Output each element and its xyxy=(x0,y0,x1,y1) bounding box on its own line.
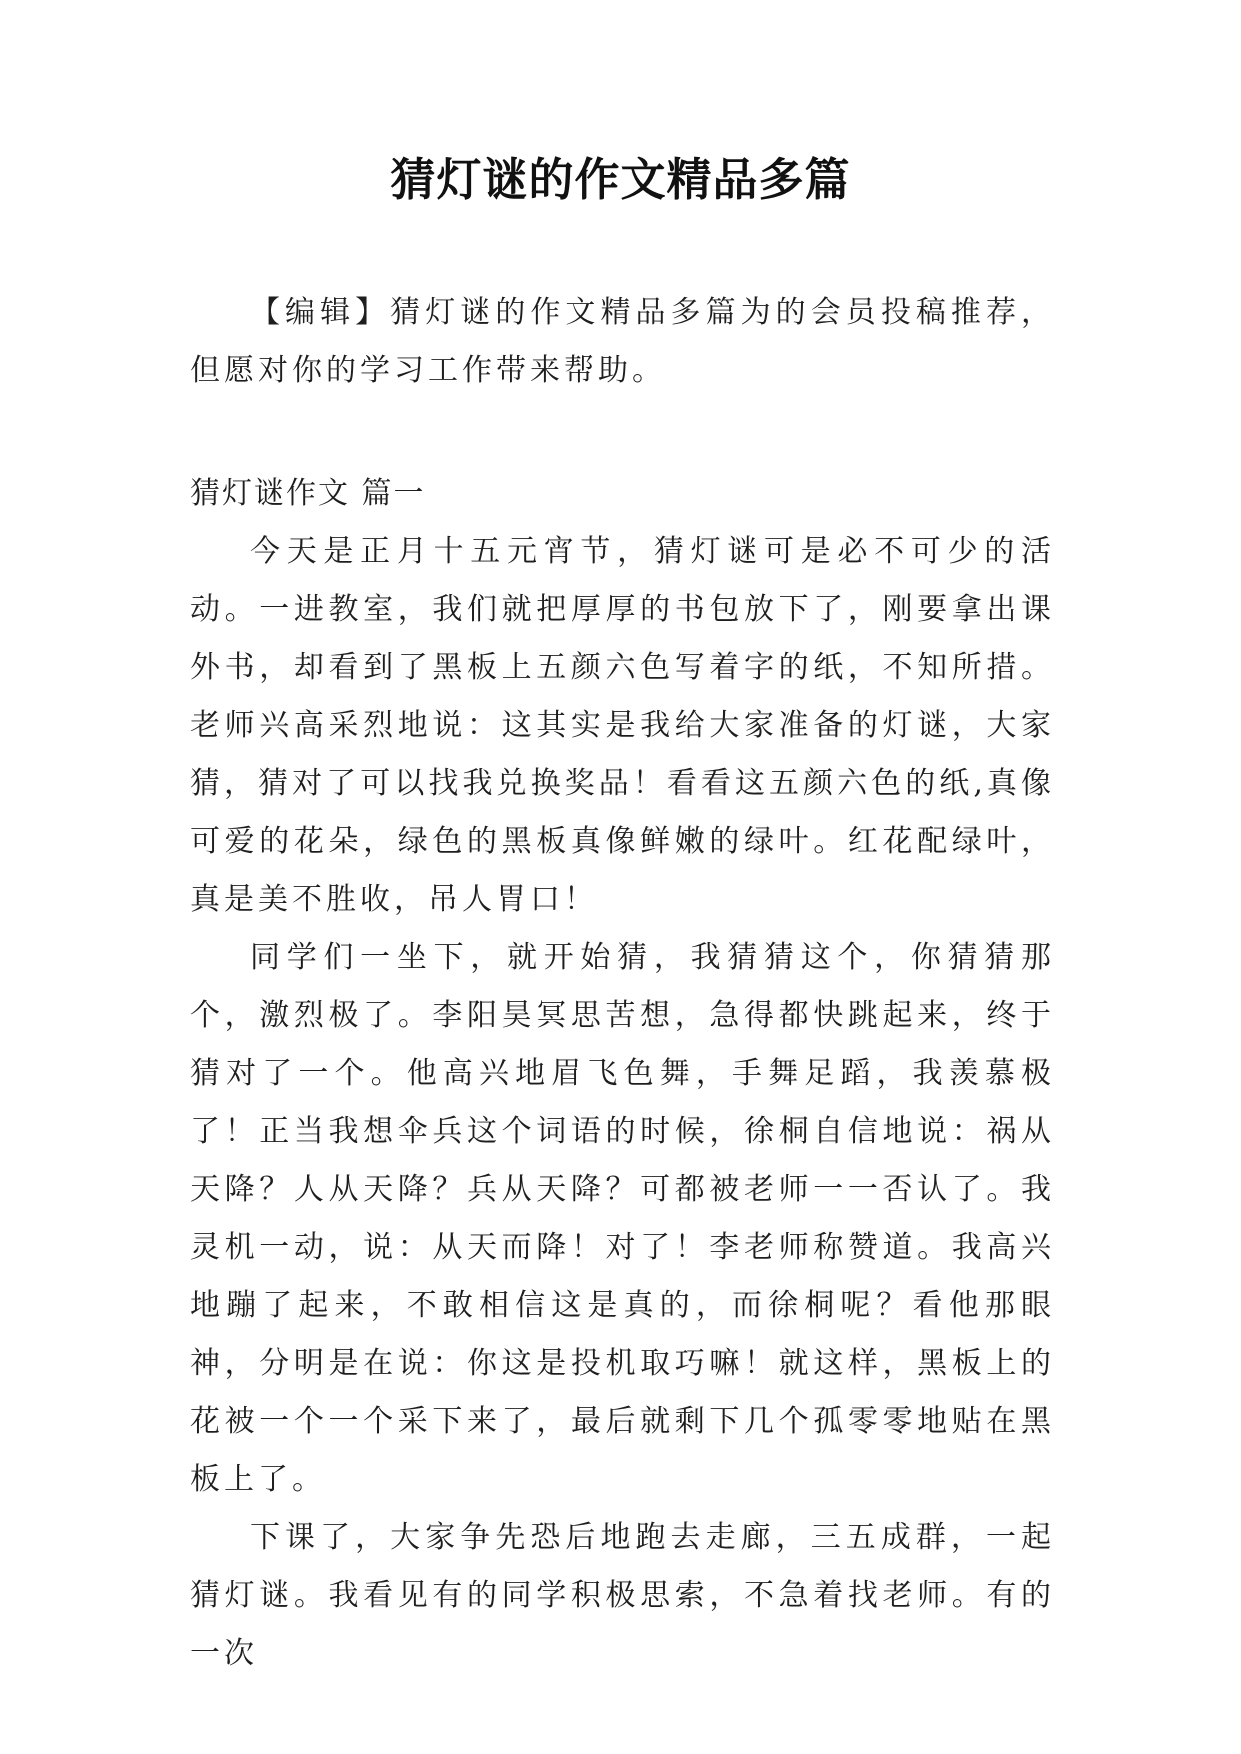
document-title: 猜灯谜的作文精品多篇 xyxy=(390,153,851,206)
section-heading: 猜灯谜作文 篇一 xyxy=(190,476,426,511)
essay-paragraph-1: 今天是正月十五元宵节，猜灯谜可是必不可少的活动。一进教室，我们就把厚厚的书包放下了，刚要拿出课外书，却看到了黑板上五颜六色写着字的纸，不知所措。老师兴高采烈地说：这其实是我给大家准备的灯谜，大家猜，猜对了可以找我兑换奖品！看看这五颜六色的纸,真像可爱的花朵，绿色的黑板真像鲜嫩的绿叶。红花配绿叶，真是美不胜收，吊人胃口！ xyxy=(190,534,1055,917)
essay-paragraph-3: 下课了，大家争先恐后地跑去走廊，三五成群，一起猜灯谜。我看见有的同学积极思索，不急着找老师。有的一次 xyxy=(190,1520,1055,1671)
essay-body xyxy=(190,523,1055,1683)
essay-paragraph-2: 同学们一坐下，就开始猜，我猜猜这个，你猜猜那个，激烈极了。李阳昊冥思苦想，急得都快跳起来，终于猜对了一个。他高兴地眉飞色舞，手舞足蹈，我羡慕极了！正当我想伞兵这个词语的时候，徐桐自信地说：祸从天降？人从天降？兵从天降？可都被老师一一否认了。我灵机一动，说：从天而降！对了！李老师称赞道。我高兴地蹦了起来，不敢相信这是真的，而徐桐呢？看他那眼神，分明是在说：你这是投机取巧嘛！就这样，黑板上的花被一个一个采下来了，最后就剩下几个孤零零地贴在黑板上了。 xyxy=(190,940,1055,1497)
intro-block xyxy=(190,284,1055,400)
intro-paragraph: 【编辑】猜灯谜的作文精品多篇为的会员投稿推荐，但愿对你的学习工作带来帮助。 xyxy=(190,295,1055,388)
